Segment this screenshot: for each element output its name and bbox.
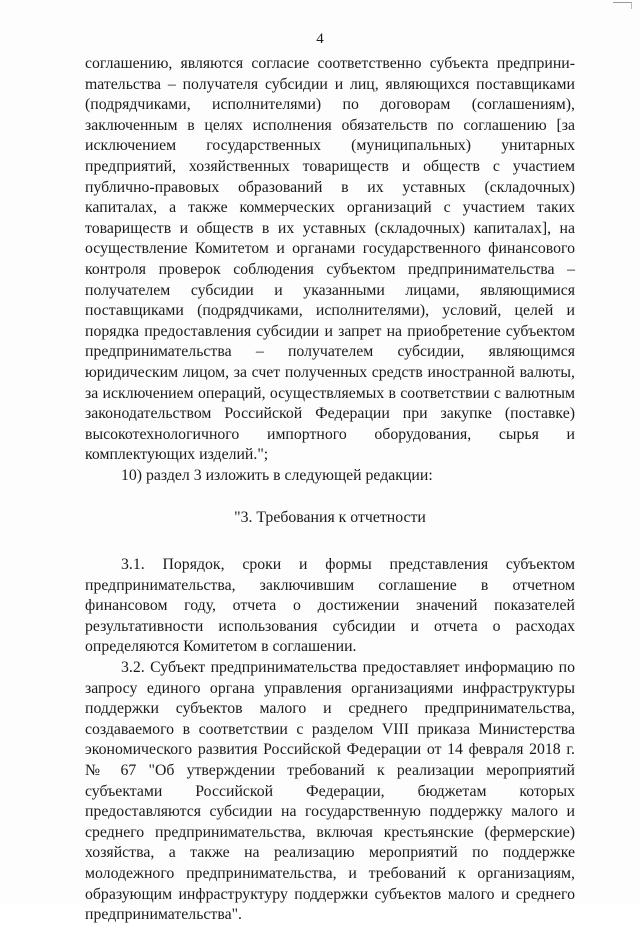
page-number: 4 xyxy=(316,31,324,47)
section-heading: "3. Требования к отчетности xyxy=(234,509,426,527)
document-body xyxy=(85,54,575,926)
paragraph-3-1: 3.1. Порядок, сроки и формы представления субъектом предпринимательства, заключившим соглашение в отчетном финансовом году, отчета о достижении значений показателей результативности использования субсидии и отчета о расходах определяются Комитетом в соглашении. xyxy=(85,556,575,656)
paragraph-3-2: 3.2. Субъект предпринимательства предоставляет информацию по запросу единого органа управления организациями инфраструктуры поддержки субъектов малого и среднего предпринимательства, создаваемого в соответствии с разделом VIII приказа Министерства экономического развития Российской Федерации от 14 февраля 2018 г. № 67 "Об утверждении требований к реализации мероприятий субъектами Российской Федерации, бюджетам которых предоставляются субсидии на государственную поддержку малого и среднего предпринимательства, включая крестьянские (фермерские) хозяйства, а также на реализацию мероприятий по поддержке молодежного предпринимательства, и требований к организациям, образующим инфраструктуру поддержки субъектов малого и среднего предпринимательства". xyxy=(85,659,575,924)
paragraph-item-10: 10) раздел 3 изложить в следующей редакции: xyxy=(121,466,433,484)
paragraph-continuation: соглашению, являются согласие соответственно субъекта предприниmательства – получателя субсидии и лиц, являющихся поставщиками (подрядчиками, исполнителями) по договорам (соглашениям), заключенным в целях исполнения обязательств по соглашению [за исключением государственных (муниципальных) унитарных предприятий, хозяйственных товариществ и обществ с участием публично-правовых образований в их уставных (складочных) капиталах, а также коммерческих организаций с участием таких товариществ и обществ в их уставных (складочных) капиталах], на осуществление Комитетом и органами государственного финансового контроля проверок соблюдения субъектом предпринимательства – получателем субсидии и указанными лицами, являющимися поставщиками (подрядчиками, исполнителями), условий, целей и порядка предоставления субсидии и запрет на приобретение субъектом предпринимательства – получателем субсидии, являющимся юридическим лицом, за счет полученных средств иностранной валюты, за исключением операций, осуществляемых в соответствии с валютным законодательством Российской Федерации при закупке (поставке) высокотехнологичного импортного оборудования, сырья и комплектующих изделий."; xyxy=(85,55,575,464)
scan-corner-mark xyxy=(613,2,632,9)
